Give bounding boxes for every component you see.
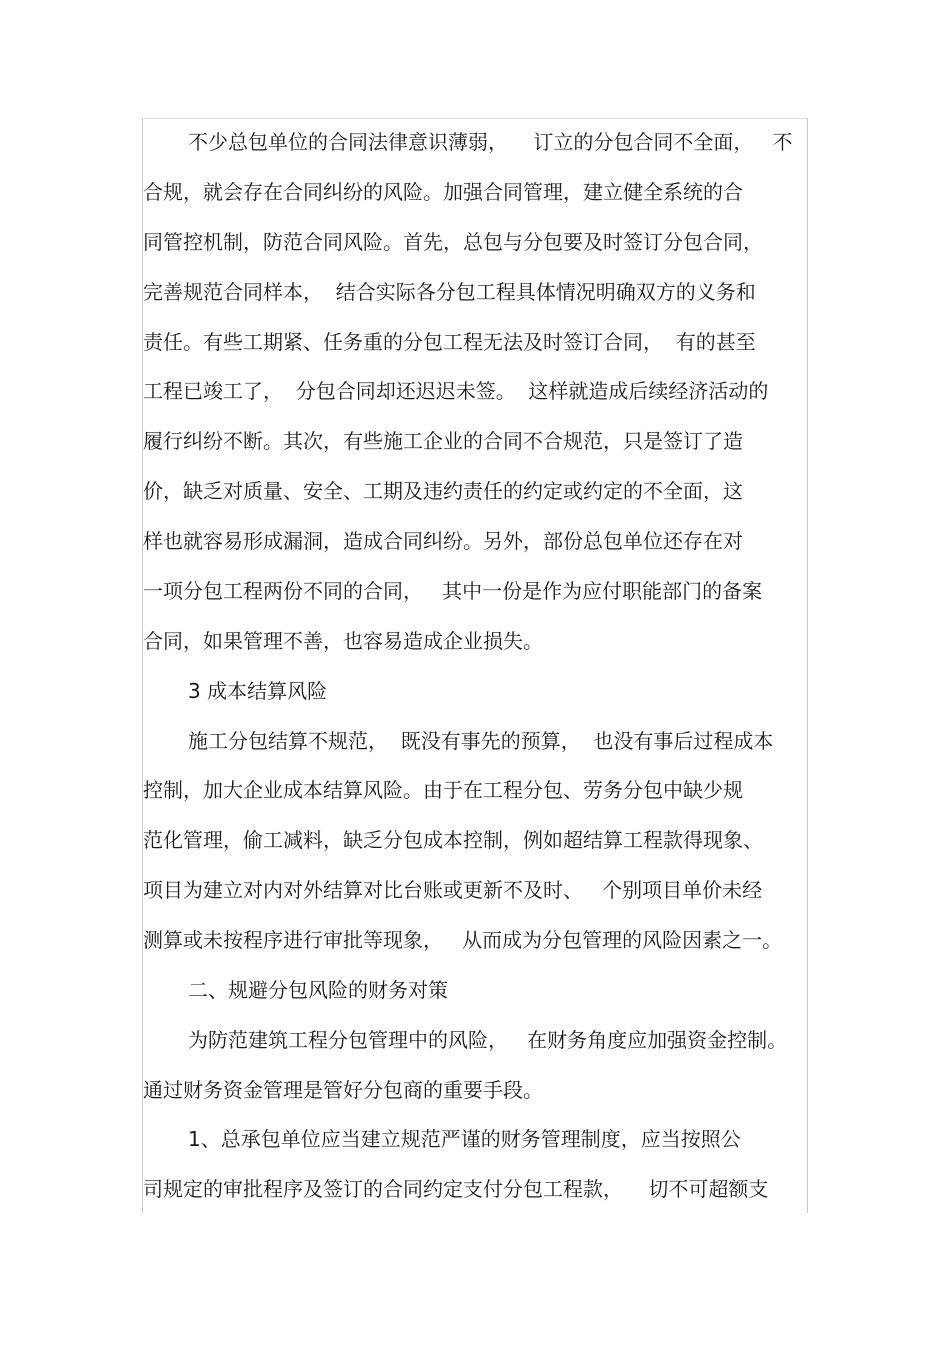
text-line: 施工分包结算不规范， 既没有事先的预算， 也没有事后过程成本: [188, 729, 774, 753]
page-frame-top: [142, 118, 808, 119]
text-line: 合同，如果管理不善，也容易造成企业损失。: [143, 629, 543, 653]
text-line: 同管控机制，防范合同风险。首先，总包与分包要及时签订分包合同，: [143, 230, 763, 254]
text-line: 控制，加大企业成本结算风险。由于在工程分包、劳务分包中缺少规: [143, 778, 743, 802]
text-line: 通过财务资金管理是管好分包商的重要手段。: [143, 1078, 543, 1102]
text-line: 不少总包单位的合同法律意识薄弱， 订立的分包合同不全面， 不: [188, 130, 793, 154]
text-line: 完善规范合同样本， 结合实际各分包工程具体情况明确双方的义务和: [143, 280, 756, 304]
text-line: 工程已竣工了， 分包合同却还迟迟未签。 这样就造成后续经济活动的: [143, 379, 769, 403]
text-line: 范化管理，偷工减料，缺乏分包成本控制，例如超结算工程款得现象、: [143, 828, 763, 852]
text-line: 一项分包工程两份不同的合同， 其中一份是作为应付职能部门的备案: [143, 579, 763, 603]
text-line: 样也就容易形成漏洞，造成合同纠纷。另外，部份总包单位还存在对: [143, 529, 743, 553]
text-line: 项目为建立对内对外结算对比台账或更新不及时、 个别项目单价未经: [143, 878, 763, 902]
text-line: 履行纠纷不断。其次，有些施工企业的合同不合规范，只是签订了造: [143, 429, 743, 453]
text-line: 合规，就会存在合同纠纷的风险。加强合同管理，建立健全系统的合: [143, 180, 743, 204]
text-line: 测算或未按程序进行审批等现象， 从而成为分包管理的风险因素之一。: [143, 928, 783, 952]
text-line: 责任。有些工期紧、任务重的分包工程无法及时签订合同， 有的甚至: [143, 330, 756, 354]
text-line: 司规定的审批程序及签订的合同约定支付分包工程款， 切不可超额支: [143, 1177, 769, 1201]
text-line: 价，缺乏对质量、安全、工期及违约责任的约定或约定的不全面，这: [143, 479, 743, 503]
text-line: 1、总承包单位应当建立规范严谨的财务管理制度，应当按照公: [188, 1127, 741, 1151]
section-heading: 3 成本结算风险: [188, 679, 328, 703]
page-frame-right: [807, 118, 808, 1213]
text-line: 为防范建筑工程分包管理中的风险， 在财务角度应加强资金控制。: [188, 1028, 788, 1052]
section-heading: 二、规避分包风险的财务对策: [188, 978, 448, 1002]
